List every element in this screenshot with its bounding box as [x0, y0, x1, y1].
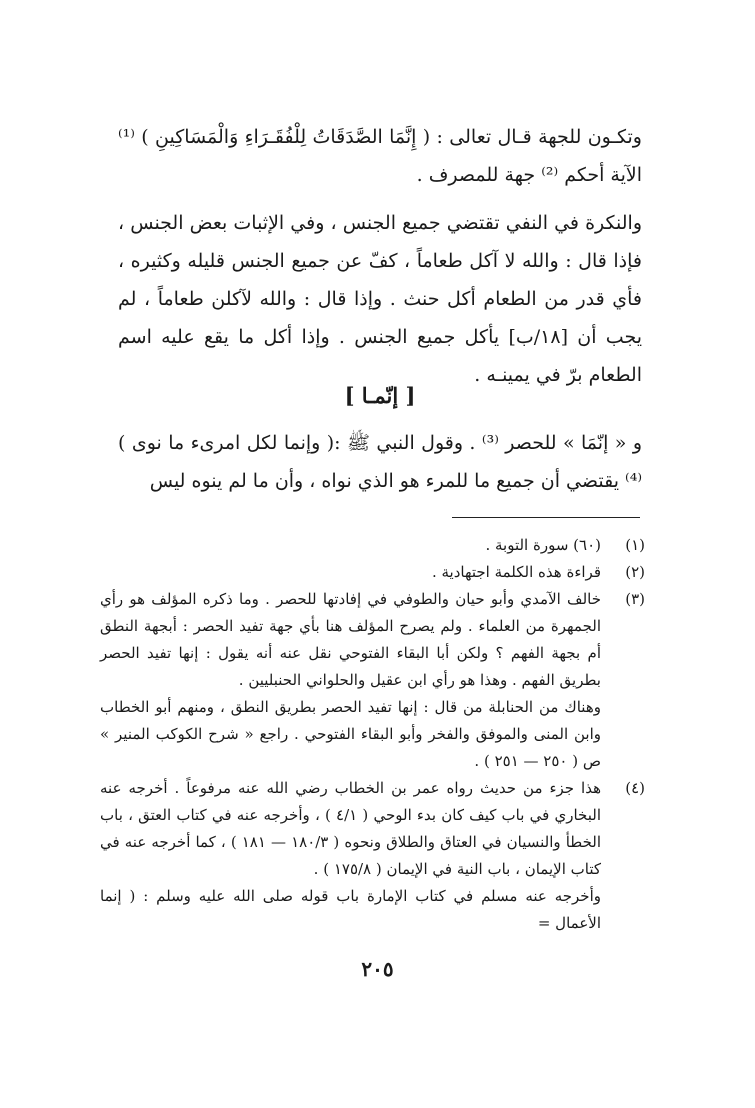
- footnote-number: (١): [625, 536, 645, 554]
- footnote-text: [100, 586, 601, 775]
- footnote-divider: [452, 517, 640, 518]
- footnote-paragraph: وأخرجه عنه مسلم في كتاب الإمارة باب قوله صلى الله عليه وسلم : ( إنما الأعمال =: [100, 887, 601, 932]
- footnote-paragraph: قراءة هذه الكلمة اجتهادية .: [431, 563, 601, 581]
- footnotes: [100, 532, 645, 937]
- footnote-paragraph: هذا جزء من حديث رواه عمر بن الخطاب رضي الله عنه مرفوعاً . أخرجه عنه البخاري في باب كيف كان بدء الوحي ( ٤/١ ) ، وأخرجه عنه في كتاب العتق ، باب الخطأ والنسيان في العتاق والطلاق ونحوه ( ١٨٠/٣ — ١٨١ ) ، كما أخرجه عنه في كتاب الإيمان ، باب النية في الإيمان ( ١٧٥/٨ ) .: [100, 779, 601, 878]
- footnote-paragraph: خالف الآمدي وأبو حيان والطوفي في إفادتها للحصر . وما ذكره المؤلف هو رأي الجمهرة من العلماء . ولم يصرح المؤلف هنا بأي جهة تفيد الحصر : أبجهة النطق أم بجهة الفهم ؟ ولكن أبا البقاء الفتوحي نقل عنه أنه يقول : إنها تفيد الحصر بطريق الفهم . وهذا هو رأي ابن عقيل والحلواني الحنبليين .: [100, 590, 601, 689]
- footnote-number: (٣): [625, 590, 645, 608]
- paragraph-innama: و « إنّمَا » للحصر ⁽³⁾ . وقول النبي ﷺ :( وإنما لكل امرىء ما نوى ) ⁽⁴⁾ يقتضي أن جميع ما للمرء هو الذي نواه ، وأن ما لم ينوه ليس: [118, 432, 642, 492]
- main-text: [118, 118, 642, 394]
- paragraph-nakira: والنكرة في النفي تقتضي جميع الجنس ، وفي الإثبات بعض الجنس ، فإذا قال : والله لا آكل طعاماً ، كفّ عن جميع الجنس قليله وكثيره ، فأي قدر من الطعام أكل حنث . وإذا قال : والله لآكلن طعاماً ، لم يجب أن [١٨/ب] يأكل جميع الجنس . وإذا أكل ما يقع عليه اسم الطعام برّ في يمينـه .: [118, 212, 643, 386]
- main-text-continued: [118, 424, 642, 500]
- footnote-paragraph: وهناك من الحنابلة من قال : إنها تفيد الحصر بطريق النطق ، ومنهم أبو الخطاب وابن المنى والموفق والفخر وأبو البقاء الفتوحي . راجع « شرح الكوكب المنير » ص ( ٢٥٠ — ٢٥١ ) .: [100, 698, 601, 770]
- footnote-number: (٤): [625, 779, 645, 797]
- footnote: [100, 775, 645, 937]
- page-number: ٢٠٥: [361, 957, 394, 981]
- paragraph-tafsir: وتكـون للجهة قـال تعالى : ( إِنَّمَا الصَّدَقَاتُ لِلْفُقَـرَاءِ وَالْمَسَاكِينِ ) ⁽¹⁾ الآية أحكم ⁽²⁾ جهة للمصرف .: [118, 126, 642, 186]
- footnote-text: [100, 559, 601, 586]
- section-heading: [ إنّمـا ]: [344, 383, 416, 408]
- footnote: [100, 532, 645, 559]
- footnote: [100, 559, 645, 586]
- footnote-text: [100, 775, 601, 937]
- footnote-paragraph: (٦٠) سورة التوبة .: [485, 536, 601, 554]
- footnote-text: [100, 532, 601, 559]
- footnote: [100, 586, 645, 775]
- footnote-number: (٢): [625, 563, 645, 581]
